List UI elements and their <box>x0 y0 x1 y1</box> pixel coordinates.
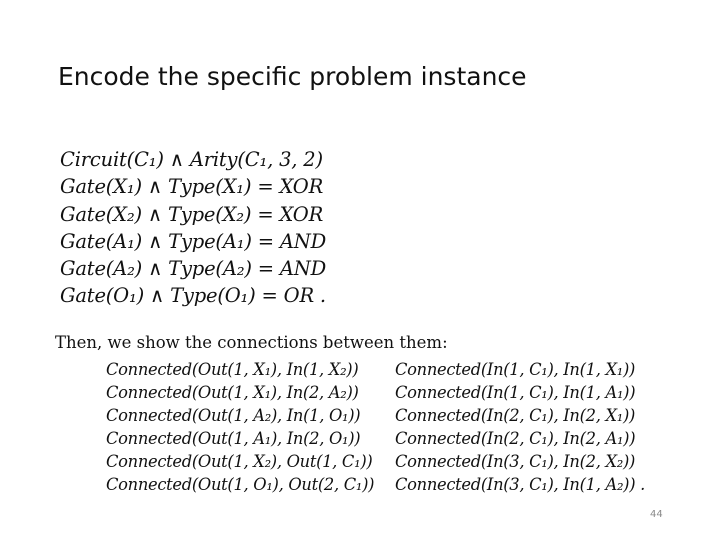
connection-line: Connected(In(3, C₁), In(2, X₂)) <box>395 452 636 471</box>
connection-line: Connected(Out(1, X₁), In(1, X₂)) <box>106 360 359 379</box>
connection-line: Connected(Out(1, A₁), In(2, O₁)) <box>106 429 361 448</box>
connection-line: Connected(In(3, C₁), In(1, A₂)) . <box>395 475 646 494</box>
connection-line: Connected(Out(1, X₁), In(2, A₂)) <box>106 383 359 402</box>
formula-line: Circuit(C₁) ∧ Arity(C₁, 3, 2) <box>60 148 323 171</box>
connection-line: Connected(In(1, C₁), In(1, X₁)) <box>395 360 636 379</box>
connections-intro: Then, we show the connections between them: <box>55 333 448 352</box>
connection-line: Connected(Out(1, A₂), In(1, O₁)) <box>106 406 361 425</box>
formula-line: Gate(A₁) ∧ Type(A₁) = AND <box>60 229 327 253</box>
formula-line: Gate(X₁) ∧ Type(X₁) = XOR <box>60 175 324 199</box>
connection-line: Connected(In(2, C₁), In(2, X₁)) <box>395 406 636 425</box>
connection-line: Connected(In(1, C₁), In(1, A₁)) <box>395 383 636 402</box>
formula-line: Gate(A₂) ∧ Type(A₂) = AND <box>60 257 327 281</box>
page-number: 44 <box>650 509 663 520</box>
connections-left-column <box>106 358 374 496</box>
connection-line: Connected(Out(1, X₂), Out(1, C₁)) <box>106 452 373 471</box>
gate-formulas <box>60 146 326 310</box>
formula-line: Gate(X₂) ∧ Type(X₂) = XOR <box>60 202 324 226</box>
connections-right-column <box>395 358 645 496</box>
formula-line: Gate(O₁) ∧ Type(O₁) = OR . <box>60 284 326 308</box>
connection-line: Connected(In(2, C₁), In(2, A₁)) <box>395 429 636 448</box>
slide-title: Encode the specific problem instance <box>58 62 527 91</box>
connection-line: Connected(Out(1, O₁), Out(2, C₁)) <box>106 475 375 494</box>
